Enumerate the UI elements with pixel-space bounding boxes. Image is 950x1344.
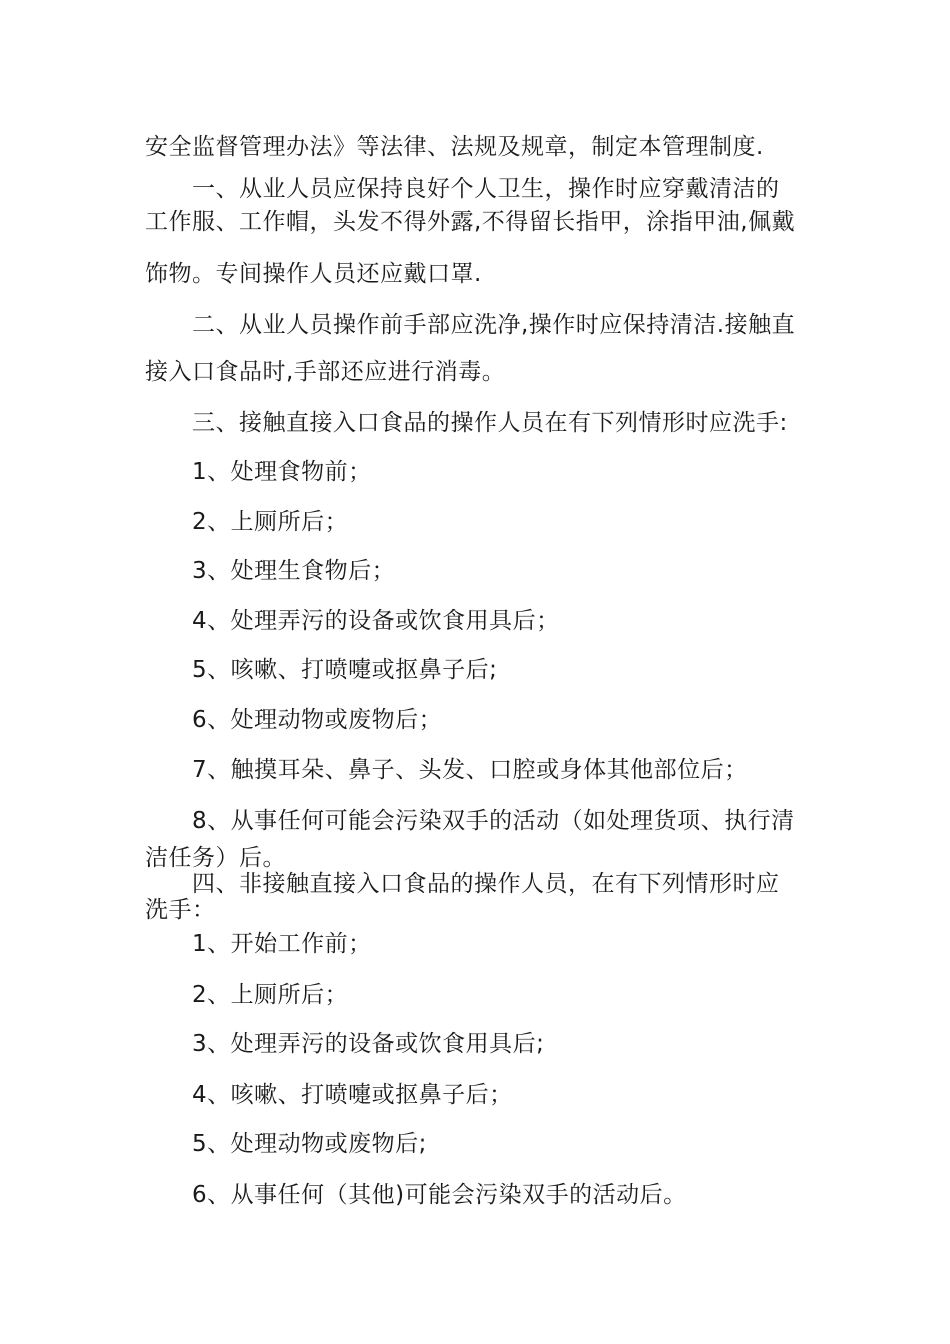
text-line: 工作服、工作帽，头发不得外露,不得留长指甲，涂指甲油,佩戴 — [145, 209, 796, 235]
text-line: 安全监督管理办法》等法律、法规及规章，制定本管理制度. — [145, 134, 764, 160]
list-item: 1、开始工作前； — [192, 931, 372, 957]
list-item: 4、咳嗽、打喷嚏或抠鼻子后； — [192, 1082, 513, 1108]
list-item: 1、处理食物前； — [192, 459, 372, 485]
text-line: 饰物。专间操作人员还应戴口罩. — [145, 261, 482, 287]
text-line: 三、接触直接入口食品的操作人员在有下列情形时应洗手: — [192, 410, 788, 436]
list-item: 6、从事任何（其他)可能会污染双手的活动后。 — [192, 1182, 687, 1208]
list-item: 3、处理弄污的设备或饮食用具后; — [192, 1031, 545, 1057]
list-item: 4、处理弄污的设备或饮食用具后； — [192, 608, 560, 634]
list-item: 6、处理动物或废物后； — [192, 707, 443, 733]
list-item: 7、触摸耳朵、鼻子、头发、口腔或身体其他部位后； — [192, 757, 748, 783]
list-item: 3、处理生食物后； — [192, 558, 396, 584]
list-item: 8、从事任何可能会污染双手的活动（如处理货项、执行清 — [192, 808, 795, 834]
list-item: 2、上厕所后； — [192, 509, 349, 535]
list-item: 5、咳嗽、打喷嚏或抠鼻子后; — [192, 657, 498, 683]
text-line: 一、从业人员应保持良好个人卫生，操作时应穿戴清洁的 — [192, 176, 780, 202]
list-item: 5、处理动物或废物后; — [192, 1131, 427, 1157]
text-line: 接入口食品时,手部还应进行消毒。 — [145, 359, 506, 385]
list-item: 2、上厕所后； — [192, 982, 349, 1008]
text-line: 二、从业人员操作前手部应洗净,操作时应保持清洁.接触直 — [192, 312, 796, 338]
text-line: 四、非接触直接入口食品的操作人员，在有下列情形时应 — [192, 871, 780, 897]
text-line: 洁任务）后。 — [145, 845, 286, 871]
text-line: 洗手： — [145, 897, 216, 923]
